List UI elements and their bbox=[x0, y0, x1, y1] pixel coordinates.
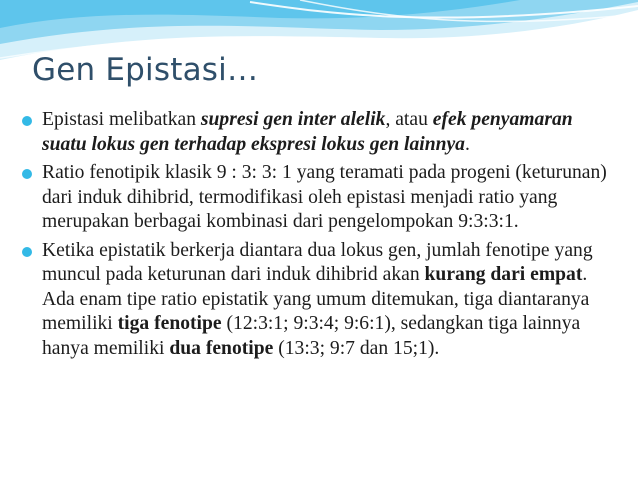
text: (13:3; 9:7 dan 15;1). bbox=[273, 337, 440, 359]
text: Ketika epistatik berkerja diantara dua lokus gen, jumlah fenotipe yang muncul pada keturunan dari induk dihibrid akan bbox=[42, 239, 593, 285]
emphasis-text: supresi gen inter alelik bbox=[200, 109, 386, 130]
bullet-dot-icon bbox=[22, 247, 32, 257]
bullet-list bbox=[22, 108, 622, 365]
text: (12:3:1; 9:3:4; 9:6:1), sedangkan tiga lainnya hanya memiliki bbox=[42, 313, 581, 359]
bullet-item-1 bbox=[22, 108, 622, 157]
text: , atau bbox=[385, 109, 433, 130]
slide-title: Gen Epistasi… bbox=[32, 52, 259, 88]
bullet-dot-icon bbox=[22, 116, 32, 126]
text: Ratio fenotipik klasik 9 : 3: 3: 1 yang teramati pada progeni (keturunan) dari induk dihibrid, termodifikasi oleh epistasi menjadi ratio yang merupakan berbagai kombinasi dari pengelompokan 9:3:3:1. bbox=[42, 162, 607, 232]
bold-text: kurang dari empat bbox=[424, 264, 583, 285]
bullet-item-3 bbox=[22, 239, 622, 362]
bold-text: tiga fenotipe bbox=[117, 313, 222, 334]
bullet-dot-icon bbox=[22, 169, 32, 179]
bullet-item-2 bbox=[22, 161, 622, 235]
text: Epistasi melibatkan bbox=[42, 109, 201, 130]
text: . Ada enam tipe ratio epistatik yang umum ditemukan, tiga diantaranya memiliki bbox=[42, 264, 590, 334]
bold-text: dua fenotipe bbox=[169, 337, 274, 359]
text: . bbox=[464, 133, 470, 155]
emphasis-text: efek penyamaran suatu lokus gen terhadap ekspresi lokus gen lainnya bbox=[42, 109, 573, 155]
